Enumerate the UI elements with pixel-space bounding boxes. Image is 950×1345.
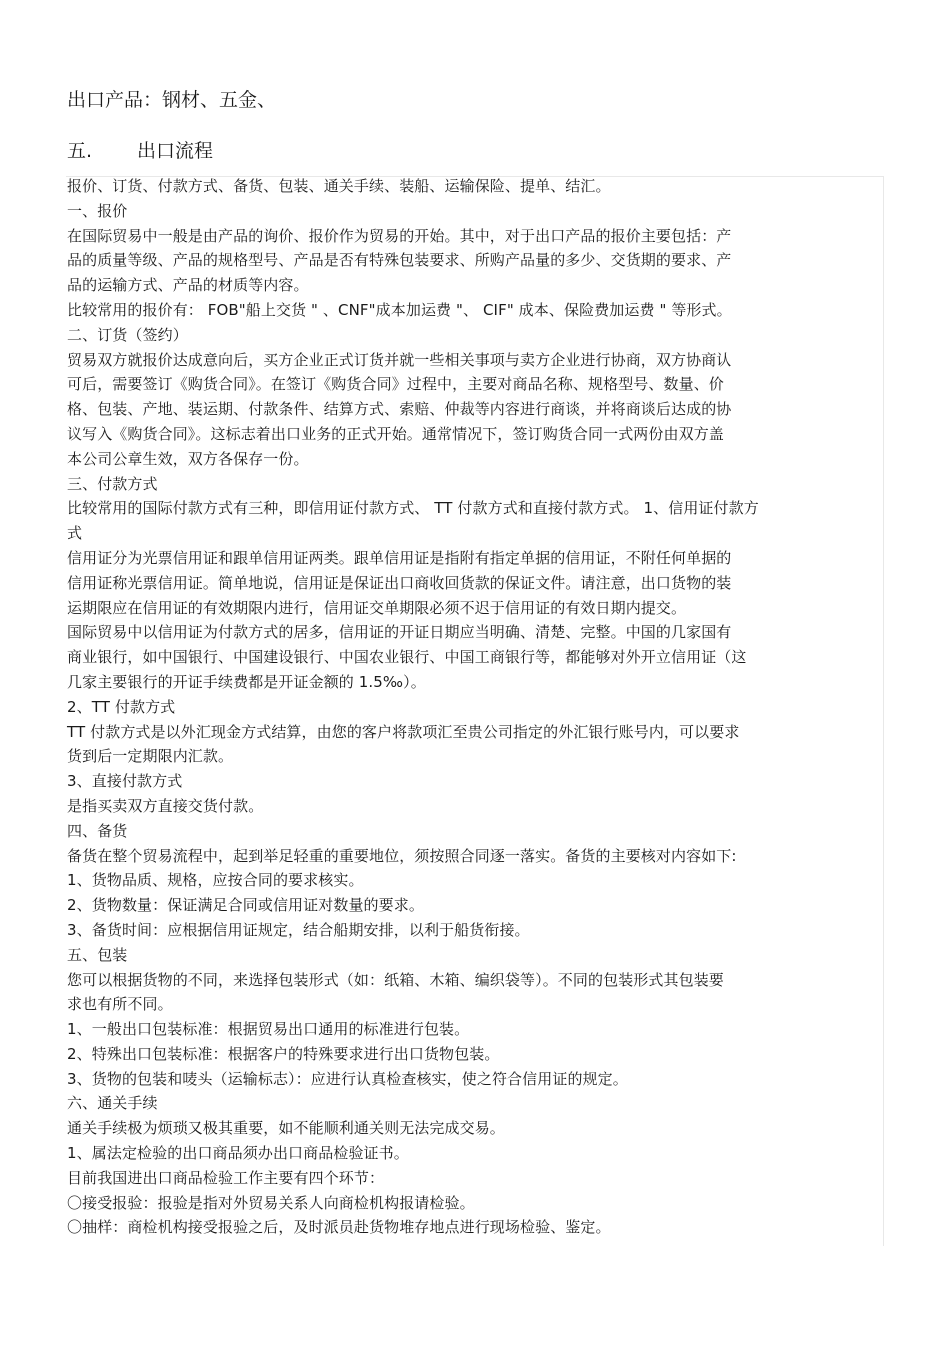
text-line: 通关手续极为烦琐又极其重要，如不能顺利通关则无法完成交易。 [67,1119,505,1138]
text-line: 五、包装 [67,945,128,964]
text-line: 〇抽样：商检机构接受报验之后，及时派员赴货物堆存地点进行现场检验、鉴定。 [67,1218,611,1237]
section-number: 五. [67,140,93,162]
text-line: 几家主要银行的开证手续费都是开证金额的 1.5‰）。 [67,672,426,691]
text-line: 1、属法定检验的出口商品须办出口商品检验证书。 [67,1144,409,1163]
text-line: 国际贸易中以信用证为付款方式的居多，信用证的开证日期应当明确、清楚、完整。中国的几家国有 [67,623,732,642]
text-line: 格、包装、产地、装运期、付款条件、结算方式、索赔、仲裁等内容进行商谈，并将商谈后达成的协 [67,400,732,419]
text-line: 报价、订货、付款方式、备货、包装、通关手续、装船、运输保险、提单、结汇。 [67,177,611,195]
text-line: 备货在整个贸易流程中，起到举足轻重的重要地位，须按照合同逐一落实。备货的主要核对内容如下: [67,846,737,865]
text-line: 可后，需要签订《购货合同》。在签订《购货合同》过程中，主要对商品名称、规格型号、数量、价 [67,375,724,394]
text-line: 3、直接付款方式 [67,772,183,791]
text-line: 品的运输方式、产品的材质等内容。 [67,276,309,295]
text-line: 四、备货 [67,821,128,840]
text-line: 货到后一定期限内汇款。 [67,747,234,766]
text-line: 1、一般出口包装标准：根据贸易出口通用的标准进行包装。 [67,1020,470,1039]
text-line: 比较常用的报价有： FOB"船上交货 " 、CNF"成本加运费 "、 CIF" 成本、保险费加运费 " 等形式。 [67,300,732,319]
text-line: TT 付款方式是以外汇现金方式结算，由您的客户将款项汇至贵公司指定的外汇银行账号内，可以要求 [67,722,740,741]
text-line: 本公司公章生效，双方各保存一份。 [67,449,309,468]
text-line: 目前我国进出口商品检验工作主要有四个环节： [67,1168,385,1187]
section-title: 出口流程 [137,140,214,162]
text-line: 求也有所不同。 [67,995,173,1014]
text-line: 二、订货（签约） [67,325,188,344]
text-line: 商业银行，如中国银行、中国建设银行、中国农业银行、中国工商银行等，都能够对外开立信用证（这 [67,648,747,667]
text-line: 贸易双方就报价达成意向后，买方企业正式订货并就一些相关事项与卖方企业进行协商，双方协商认 [67,350,732,369]
body-text [67,174,879,1240]
export-products-heading: 出口产品：钢材、五金、 [67,89,277,111]
text-line: 信用证称光票信用证。简单地说，信用证是保证出口商收回货款的保证文件。请注意，出口货物的装 [67,573,732,592]
text-line: 一、报价 [67,201,128,220]
text-line: 三、付款方式 [67,474,158,493]
text-line: 运期限应在信用证的有效期限内进行，信用证交单期限必须不迟于信用证的有效日期内提交。 [67,598,687,617]
text-line: 3、货物的包装和唛头（运输标志）：应进行认真检查核实，使之符合信用证的规定。 [67,1069,628,1088]
text-line: 议写入《购货合同》。这标志着出口业务的正式开始。通常情况下，签订购货合同一式两份由双方盖 [67,424,724,443]
text-line: 式 [67,524,83,543]
section-heading [67,139,213,163]
text-line: 2、特殊出口包装标准：根据客户的特殊要求进行出口货物包装。 [67,1044,500,1063]
text-line: 比较常用的国际付款方式有三种，即信用证付款方式、 TT 付款方式和直接付款方式。 1、信用证付款方 [67,499,759,518]
text-line: 品的质量等级、产品的规格型号、产品是否有特殊包装要求、所购产品量的多少、交货期的要求、产 [67,251,732,270]
text-line: 2、货物数量：保证满足合同或信用证对数量的要求。 [67,896,424,915]
text-line: 在国际贸易中一般是由产品的询价、报价作为贸易的开始。其中，对于出口产品的报价主要包括：产 [67,226,732,245]
text-line: 是指买卖双方直接交货付款。 [67,796,264,815]
text-line: 3、备货时间：应根据信用证规定，结合船期安排，以利于船货衔接。 [67,920,530,939]
text-line: 2、TT 付款方式 [67,697,176,716]
text-line: 1、货物品质、规格，应按合同的要求核实。 [67,871,364,890]
text-line: 您可以根据货物的不同，来选择包装形式（如：纸箱、木箱、编织袋等）。不同的包装形式其包装要 [67,970,724,989]
text-line: 六、通关手续 [67,1094,158,1113]
text-line: 信用证分为光票信用证和跟单信用证两类。跟单信用证是指附有指定单据的信用证，不附任何单据的 [67,548,732,567]
text-line: 〇接受报验：报验是指对外贸易关系人向商检机构报请检验。 [67,1193,475,1212]
